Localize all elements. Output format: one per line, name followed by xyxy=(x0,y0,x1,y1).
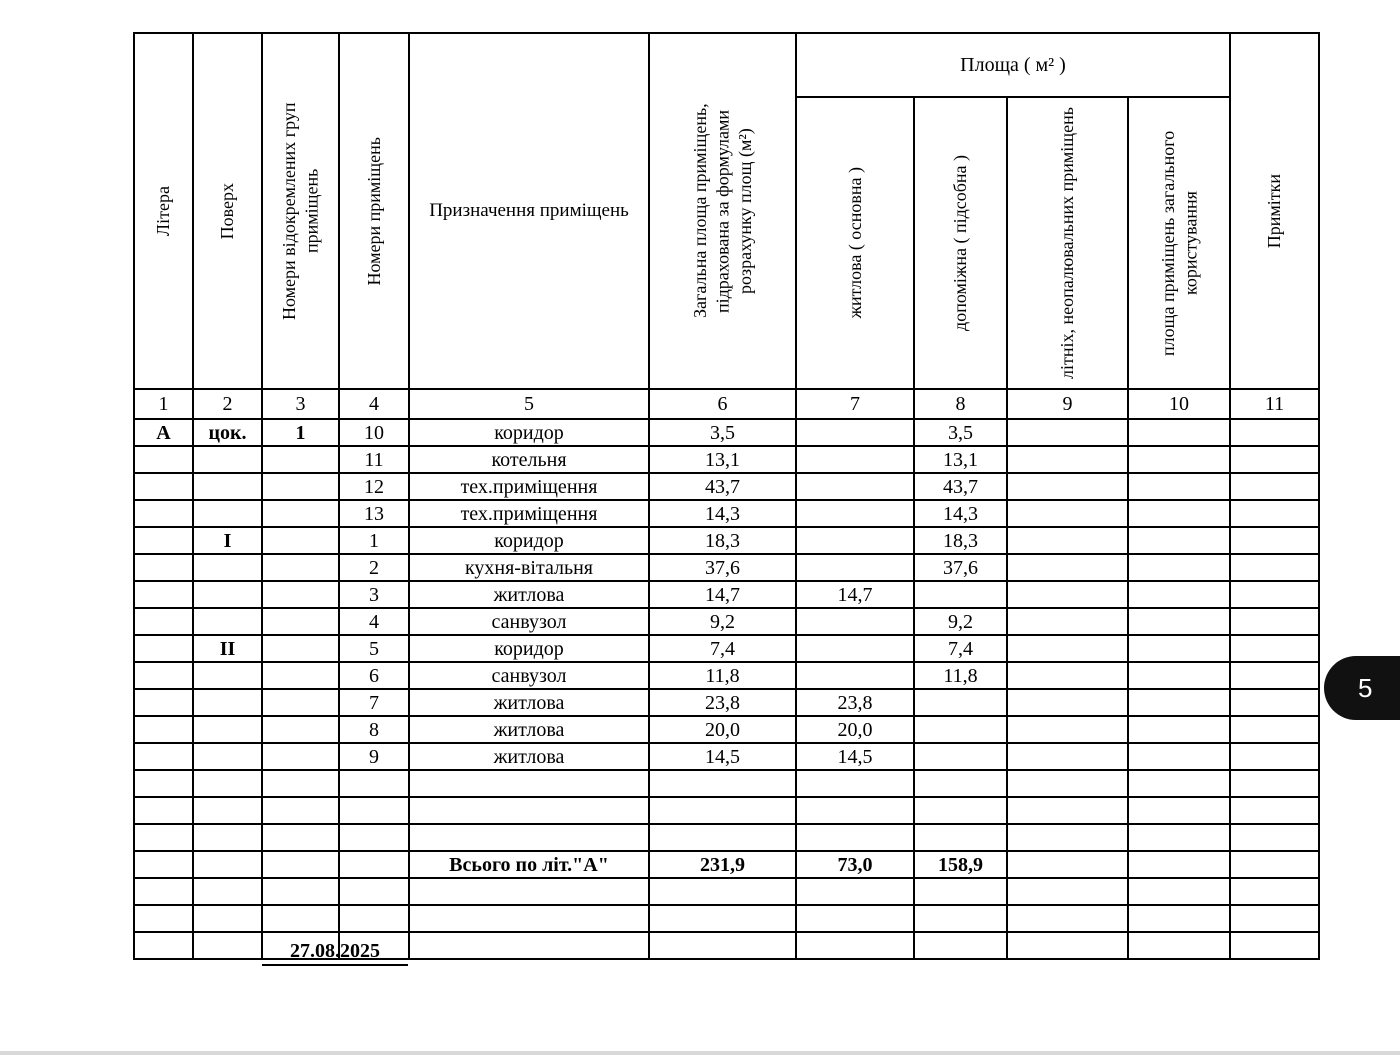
cell-notes xyxy=(1230,743,1319,770)
cell-purpose xyxy=(409,770,649,797)
total-row xyxy=(134,851,1319,878)
cell-summer-area xyxy=(1007,662,1128,689)
cell-summer-area xyxy=(1007,581,1128,608)
header-total-area: Загальна площа приміщень, підрахована за формулами розрахунку площ (м²) xyxy=(649,33,796,389)
cell-notes xyxy=(1230,716,1319,743)
cell-total-area: 43,7 xyxy=(649,473,796,500)
cell-floor xyxy=(193,905,262,932)
cell-living-area xyxy=(796,770,914,797)
cell-summer-area xyxy=(1007,932,1128,959)
cell-floor xyxy=(193,662,262,689)
cell-common-area xyxy=(1128,689,1230,716)
cell-auxiliary-area: 9,2 xyxy=(914,608,1007,635)
cell-floor xyxy=(193,770,262,797)
cell-auxiliary-area xyxy=(914,932,1007,959)
cell-auxiliary-area: 7,4 xyxy=(914,635,1007,662)
cell-living-area xyxy=(796,419,914,446)
cell-notes xyxy=(1230,824,1319,851)
page-number-badge[interactable]: 5 xyxy=(1324,656,1400,720)
cell-living-area xyxy=(796,932,914,959)
cell-summer-area xyxy=(1007,554,1128,581)
cell-summer-area xyxy=(1007,824,1128,851)
cell-group xyxy=(262,878,339,905)
column-number: 5 xyxy=(409,389,649,419)
cell-common-area xyxy=(1128,581,1230,608)
bottom-scroll-bar xyxy=(0,1051,1400,1055)
table-row xyxy=(134,770,1319,797)
cell-summer-area xyxy=(1007,473,1128,500)
cell-notes xyxy=(1230,770,1319,797)
cell-litera xyxy=(134,689,193,716)
cell-floor xyxy=(193,554,262,581)
cell-total-area: 14,5 xyxy=(649,743,796,770)
cell-notes xyxy=(1230,554,1319,581)
cell-total-area: 37,6 xyxy=(649,554,796,581)
cell-purpose: житлова xyxy=(409,716,649,743)
cell-notes xyxy=(1230,419,1319,446)
header-summer: літніх, неопалювальних приміщень xyxy=(1007,97,1128,389)
table-row xyxy=(134,797,1319,824)
cell-floor xyxy=(193,824,262,851)
cell-notes xyxy=(1230,635,1319,662)
cell-litera xyxy=(134,527,193,554)
table-row xyxy=(134,878,1319,905)
cell-purpose: житлова xyxy=(409,743,649,770)
cell-purpose: житлова xyxy=(409,689,649,716)
cell-living-area: 23,8 xyxy=(796,689,914,716)
cell-auxiliary-area xyxy=(914,743,1007,770)
cell-floor: І xyxy=(193,527,262,554)
cell-group xyxy=(262,554,339,581)
cell-floor xyxy=(193,716,262,743)
header-litera: Літера xyxy=(134,33,193,389)
cell-auxiliary-area xyxy=(914,878,1007,905)
header-common: площа приміщень загального користування xyxy=(1128,97,1230,389)
cell-group xyxy=(262,824,339,851)
cell-total-area: 231,9 xyxy=(649,851,796,878)
column-number: 7 xyxy=(796,389,914,419)
cell-purpose: коридор xyxy=(409,635,649,662)
cell-group xyxy=(262,743,339,770)
cell-purpose: котельня xyxy=(409,446,649,473)
cell-living-area xyxy=(796,473,914,500)
table-row xyxy=(134,419,1319,446)
cell-total-area: 9,2 xyxy=(649,608,796,635)
cell-purpose xyxy=(409,932,649,959)
cell-purpose: санвузол xyxy=(409,608,649,635)
column-number: 1 xyxy=(134,389,193,419)
cell-summer-area xyxy=(1007,500,1128,527)
cell-group xyxy=(262,581,339,608)
cell-summer-area xyxy=(1007,743,1128,770)
cell-group xyxy=(262,770,339,797)
cell-purpose: кухня-вітальня xyxy=(409,554,649,581)
cell-living-area xyxy=(796,878,914,905)
table-row xyxy=(134,716,1319,743)
cell-auxiliary-area xyxy=(914,689,1007,716)
cell-floor xyxy=(193,743,262,770)
cell-total-area xyxy=(649,824,796,851)
cell-living-area xyxy=(796,608,914,635)
header-notes: Примітки xyxy=(1230,33,1319,389)
cell-litera xyxy=(134,662,193,689)
cell-summer-area xyxy=(1007,770,1128,797)
cell-room-number xyxy=(339,797,409,824)
cell-total-area xyxy=(649,797,796,824)
cell-room-number: 3 xyxy=(339,581,409,608)
table-row xyxy=(134,635,1319,662)
cell-total-area: 18,3 xyxy=(649,527,796,554)
cell-room-number: 7 xyxy=(339,689,409,716)
cell-room-number: 12 xyxy=(339,473,409,500)
cell-living-area xyxy=(796,554,914,581)
cell-total-area xyxy=(649,770,796,797)
cell-auxiliary-area: 11,8 xyxy=(914,662,1007,689)
cell-total-area xyxy=(649,932,796,959)
cell-room-number: 6 xyxy=(339,662,409,689)
cell-floor xyxy=(193,932,262,959)
cell-total-area: 23,8 xyxy=(649,689,796,716)
cell-floor xyxy=(193,608,262,635)
cell-common-area xyxy=(1128,635,1230,662)
cell-common-area xyxy=(1128,743,1230,770)
cell-litera xyxy=(134,500,193,527)
cell-total-area xyxy=(649,905,796,932)
cell-common-area xyxy=(1128,446,1230,473)
cell-auxiliary-area: 37,6 xyxy=(914,554,1007,581)
cell-floor xyxy=(193,500,262,527)
cell-litera xyxy=(134,608,193,635)
cell-purpose xyxy=(409,797,649,824)
cell-summer-area xyxy=(1007,878,1128,905)
cell-room-number xyxy=(339,851,409,878)
cell-litera xyxy=(134,473,193,500)
cell-summer-area xyxy=(1007,527,1128,554)
cell-floor xyxy=(193,689,262,716)
cell-auxiliary-area: 158,9 xyxy=(914,851,1007,878)
column-number: 4 xyxy=(339,389,409,419)
cell-litera xyxy=(134,905,193,932)
cell-litera xyxy=(134,878,193,905)
cell-floor xyxy=(193,797,262,824)
cell-auxiliary-area: 3,5 xyxy=(914,419,1007,446)
cell-notes xyxy=(1230,878,1319,905)
cell-living-area: 14,5 xyxy=(796,743,914,770)
cell-group xyxy=(262,446,339,473)
cell-group xyxy=(262,635,339,662)
cell-common-area xyxy=(1128,716,1230,743)
cell-living-area: 20,0 xyxy=(796,716,914,743)
cell-purpose: Всього по літ."А" xyxy=(409,851,649,878)
header-auxiliary: допоміжна ( підсобна ) xyxy=(914,97,1007,389)
table-row xyxy=(134,500,1319,527)
cell-group xyxy=(262,905,339,932)
document-date: 27.08.2025 xyxy=(262,940,408,966)
cell-common-area xyxy=(1128,500,1230,527)
header-rooms: Номери приміщень xyxy=(339,33,409,389)
cell-purpose: коридор xyxy=(409,527,649,554)
cell-group xyxy=(262,662,339,689)
explication-table xyxy=(133,32,1320,960)
cell-total-area: 3,5 xyxy=(649,419,796,446)
header-purpose: Призначення приміщень xyxy=(409,33,649,389)
cell-common-area xyxy=(1128,473,1230,500)
cell-common-area xyxy=(1128,527,1230,554)
cell-floor xyxy=(193,446,262,473)
cell-auxiliary-area: 43,7 xyxy=(914,473,1007,500)
table-row xyxy=(134,905,1319,932)
table-row xyxy=(134,662,1319,689)
cell-notes xyxy=(1230,581,1319,608)
cell-total-area: 11,8 xyxy=(649,662,796,689)
cell-litera xyxy=(134,743,193,770)
cell-auxiliary-area: 13,1 xyxy=(914,446,1007,473)
cell-group xyxy=(262,473,339,500)
cell-litera xyxy=(134,581,193,608)
cell-litera xyxy=(134,635,193,662)
cell-purpose: житлова xyxy=(409,581,649,608)
table-row xyxy=(134,608,1319,635)
table-row xyxy=(134,743,1319,770)
cell-common-area xyxy=(1128,905,1230,932)
cell-common-area xyxy=(1128,770,1230,797)
cell-purpose xyxy=(409,905,649,932)
cell-living-area xyxy=(796,824,914,851)
cell-total-area: 14,7 xyxy=(649,581,796,608)
cell-group xyxy=(262,608,339,635)
cell-litera: А xyxy=(134,419,193,446)
cell-room-number xyxy=(339,770,409,797)
cell-floor: ІІ xyxy=(193,635,262,662)
cell-litera xyxy=(134,716,193,743)
cell-floor xyxy=(193,878,262,905)
cell-living-area xyxy=(796,662,914,689)
cell-group xyxy=(262,527,339,554)
cell-summer-area xyxy=(1007,608,1128,635)
cell-summer-area xyxy=(1007,635,1128,662)
cell-common-area xyxy=(1128,419,1230,446)
column-number: 8 xyxy=(914,389,1007,419)
cell-group xyxy=(262,500,339,527)
cell-purpose: тех.приміщення xyxy=(409,473,649,500)
cell-notes xyxy=(1230,473,1319,500)
cell-floor xyxy=(193,851,262,878)
column-number: 2 xyxy=(193,389,262,419)
cell-auxiliary-area xyxy=(914,770,1007,797)
table-row xyxy=(134,527,1319,554)
cell-purpose: тех.приміщення xyxy=(409,500,649,527)
cell-common-area xyxy=(1128,554,1230,581)
column-number: 10 xyxy=(1128,389,1230,419)
column-number-row xyxy=(134,389,1319,419)
cell-total-area: 14,3 xyxy=(649,500,796,527)
cell-summer-area xyxy=(1007,446,1128,473)
cell-notes xyxy=(1230,797,1319,824)
cell-purpose: санвузол xyxy=(409,662,649,689)
cell-purpose xyxy=(409,824,649,851)
cell-auxiliary-area xyxy=(914,581,1007,608)
cell-litera xyxy=(134,554,193,581)
cell-litera xyxy=(134,851,193,878)
header-groups: Номери відокремлених груп приміщень xyxy=(262,33,339,389)
cell-room-number: 8 xyxy=(339,716,409,743)
cell-room-number: 9 xyxy=(339,743,409,770)
cell-room-number: 13 xyxy=(339,500,409,527)
cell-notes xyxy=(1230,851,1319,878)
cell-auxiliary-area xyxy=(914,905,1007,932)
cell-group xyxy=(262,716,339,743)
table-row xyxy=(134,581,1319,608)
cell-common-area xyxy=(1128,608,1230,635)
cell-room-number: 11 xyxy=(339,446,409,473)
cell-purpose xyxy=(409,878,649,905)
cell-group: 1 xyxy=(262,419,339,446)
cell-litera xyxy=(134,797,193,824)
cell-total-area: 7,4 xyxy=(649,635,796,662)
cell-notes xyxy=(1230,527,1319,554)
cell-auxiliary-area xyxy=(914,716,1007,743)
cell-common-area xyxy=(1128,932,1230,959)
cell-living-area xyxy=(796,797,914,824)
cell-summer-area xyxy=(1007,851,1128,878)
cell-common-area xyxy=(1128,878,1230,905)
cell-litera xyxy=(134,824,193,851)
cell-summer-area xyxy=(1007,689,1128,716)
cell-living-area xyxy=(796,446,914,473)
cell-common-area xyxy=(1128,851,1230,878)
cell-living-area: 73,0 xyxy=(796,851,914,878)
cell-room-number: 2 xyxy=(339,554,409,581)
header-floor: Поверх xyxy=(193,33,262,389)
cell-living-area xyxy=(796,905,914,932)
cell-notes xyxy=(1230,446,1319,473)
cell-auxiliary-area xyxy=(914,797,1007,824)
cell-living-area xyxy=(796,500,914,527)
cell-notes xyxy=(1230,905,1319,932)
cell-total-area xyxy=(649,878,796,905)
cell-litera xyxy=(134,770,193,797)
cell-living-area xyxy=(796,635,914,662)
cell-notes xyxy=(1230,932,1319,959)
column-number: 3 xyxy=(262,389,339,419)
cell-group xyxy=(262,851,339,878)
cell-group xyxy=(262,689,339,716)
cell-room-number xyxy=(339,824,409,851)
cell-group xyxy=(262,797,339,824)
cell-notes xyxy=(1230,500,1319,527)
cell-floor xyxy=(193,473,262,500)
cell-common-area xyxy=(1128,662,1230,689)
cell-room-number: 5 xyxy=(339,635,409,662)
cell-purpose: коридор xyxy=(409,419,649,446)
table-row xyxy=(134,446,1319,473)
table-row xyxy=(134,554,1319,581)
cell-common-area xyxy=(1128,797,1230,824)
cell-common-area xyxy=(1128,824,1230,851)
cell-floor xyxy=(193,581,262,608)
cell-room-number xyxy=(339,878,409,905)
header-area-group: Площа ( м² ) xyxy=(796,33,1230,97)
cell-summer-area xyxy=(1007,905,1128,932)
column-number: 11 xyxy=(1230,389,1319,419)
cell-auxiliary-area: 18,3 xyxy=(914,527,1007,554)
cell-total-area: 13,1 xyxy=(649,446,796,473)
header-living: житлова ( основна ) xyxy=(796,97,914,389)
column-number: 9 xyxy=(1007,389,1128,419)
cell-floor: цок. xyxy=(193,419,262,446)
table-row xyxy=(134,689,1319,716)
cell-room-number: 4 xyxy=(339,608,409,635)
cell-room-number: 1 xyxy=(339,527,409,554)
table-row xyxy=(134,824,1319,851)
cell-litera xyxy=(134,446,193,473)
cell-notes xyxy=(1230,662,1319,689)
cell-total-area: 20,0 xyxy=(649,716,796,743)
cell-living-area xyxy=(796,527,914,554)
cell-room-number xyxy=(339,905,409,932)
cell-notes xyxy=(1230,689,1319,716)
cell-notes xyxy=(1230,608,1319,635)
cell-summer-area xyxy=(1007,419,1128,446)
table-body xyxy=(134,33,1319,959)
cell-auxiliary-area: 14,3 xyxy=(914,500,1007,527)
cell-living-area: 14,7 xyxy=(796,581,914,608)
column-number: 6 xyxy=(649,389,796,419)
table-row xyxy=(134,473,1319,500)
cell-room-number: 10 xyxy=(339,419,409,446)
cell-summer-area xyxy=(1007,716,1128,743)
cell-auxiliary-area xyxy=(914,824,1007,851)
cell-litera xyxy=(134,932,193,959)
cell-summer-area xyxy=(1007,797,1128,824)
